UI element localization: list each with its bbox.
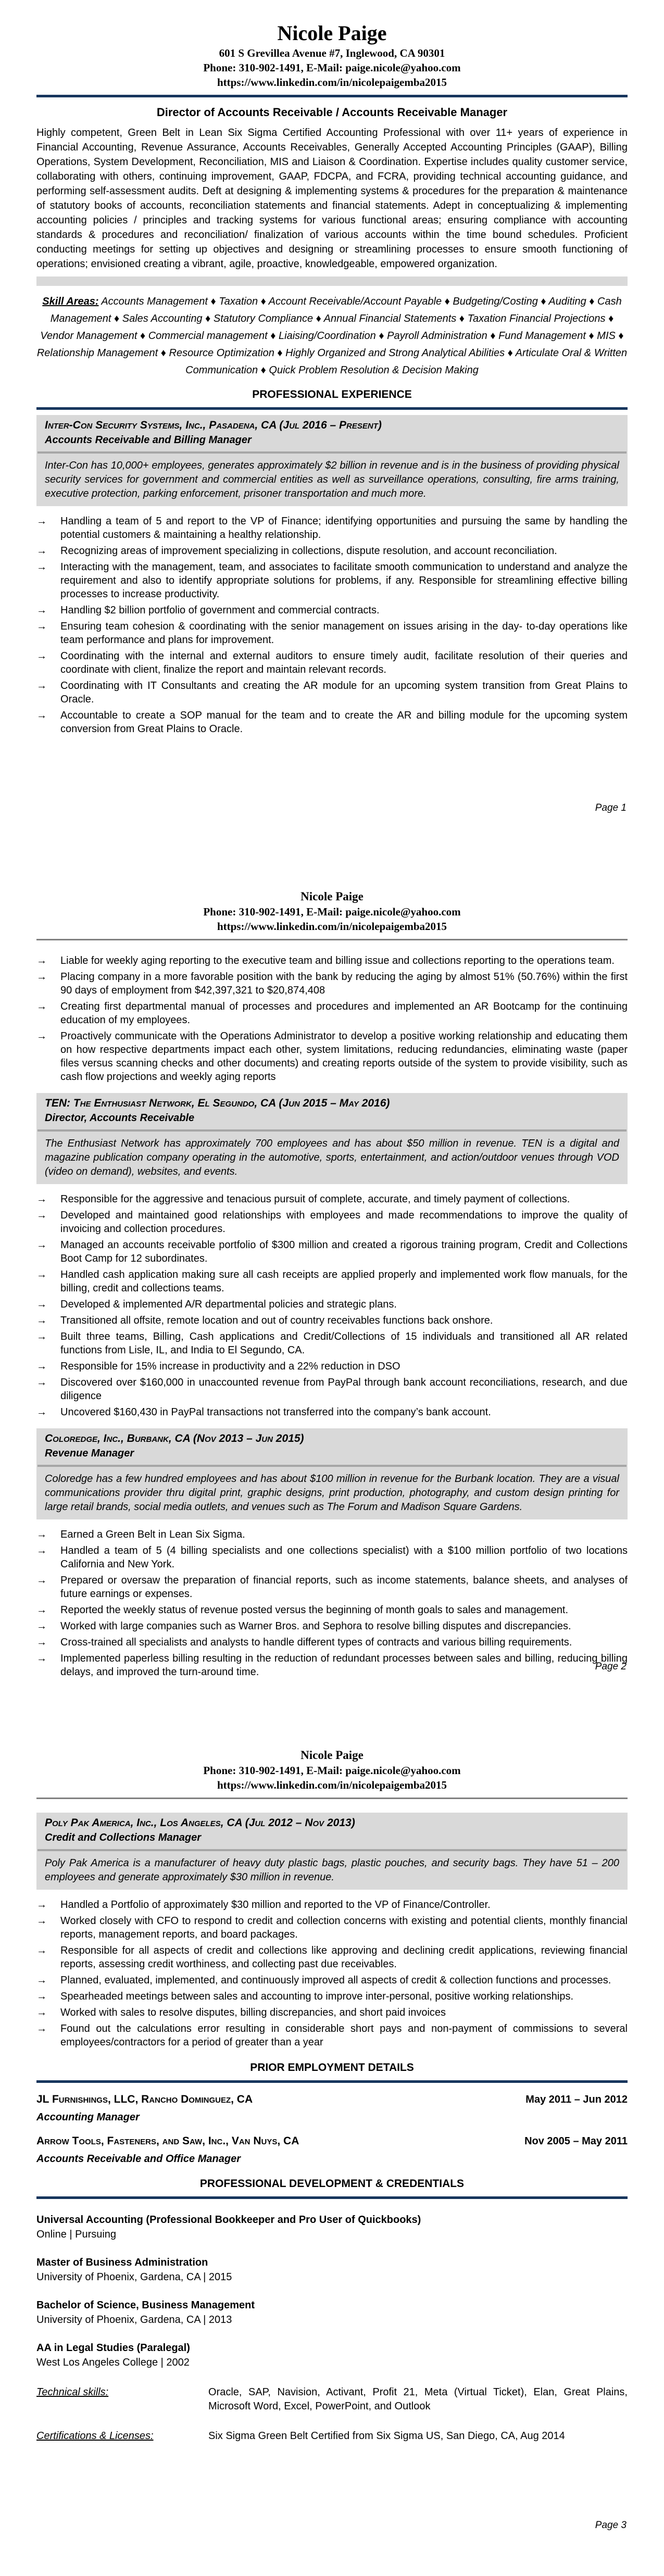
job-header-polypak: [36, 1813, 628, 1890]
credential-entry: [36, 2341, 628, 2370]
candidate-name: Nicole Paige: [300, 890, 364, 903]
job-bullets-polypak: [36, 1898, 628, 2049]
job-title: Accounts Receivable and Billing Manager: [45, 434, 252, 446]
arrow-bullet-icon: →: [36, 516, 47, 527]
bullet-text: Interacting with the management, team, and associates to facilitate smooth communication to understand and analyze the requirement and also to identify appropriate solutions for problems, if any. Responsible for streamlining effective billing processes to increase productivity.: [60, 561, 628, 600]
certifications-row: [36, 2429, 628, 2443]
job-bullets-ten: [36, 1192, 628, 1419]
linkedin-url: https://www.linkedin.com/in/nicolepaigemba2015: [217, 1779, 447, 1791]
technical-skills-text: Oracle, SAP, Navision, Activant, Profit 21, Meta (Virtual Ticket), Elan, Great Plains, Microsoft Word, Excel, PowerPoint, and Outlook: [208, 2386, 628, 2412]
bullet-item: [36, 514, 628, 542]
bullet-item: [36, 649, 628, 676]
phone-email-line: Phone: 310-902-1491, E-Mail: paige.nicole@yahoo.com: [203, 1764, 461, 1777]
phone-email-line: Phone: 310-902-1491, E-Mail: paige.nicole@yahoo.com: [203, 61, 461, 74]
resume-header-page2: [36, 859, 628, 934]
company-description: Poly Pak America is a manufacturer of heavy duty plastic bags, plastic pouches, and security bags. They have 51 – 200 employees and generate approximately $30 million in revenue.: [45, 1857, 619, 1883]
job-title: Revenue Manager: [45, 1448, 134, 1459]
technical-skills-label: Technical skills:: [36, 2386, 109, 2398]
prior-company-name: Arrow Tools, Fasteners, and Saw, Inc., Van Nuys, CA: [36, 2135, 299, 2147]
bullet-text: Coordinating with IT Consultants and creating the AR module for an upcoming system transition from Great Plains to Oracle.: [60, 680, 628, 705]
job-box-separator: [37, 1465, 627, 1467]
arrow-bullet-icon: →: [36, 710, 47, 721]
arrow-bullet-icon: →: [36, 1406, 47, 1418]
arrow-bullet-icon: →: [36, 1915, 47, 1927]
company-name: Coloredge, Inc., Burbank, CA (Nov 2013 – Jun 2015): [45, 1432, 304, 1444]
bullet-item: [36, 560, 628, 601]
credential-title: AA in Legal Studies (Paralegal): [36, 2342, 190, 2354]
candidate-name: Nicole Paige: [300, 1749, 364, 1762]
bullet-item: [36, 1209, 628, 1236]
bullet-text: Worked with sales to resolve disputes, billing discrepancies, and short paid invoices: [60, 2007, 446, 2018]
job-bullets-intercon-continued: [36, 954, 628, 1084]
resume-page-2: [0, 859, 664, 1717]
prior-company-name: JL Furnishings, LLC, Rancho Dominguez, CA: [36, 2093, 253, 2105]
resume-page-1: [0, 0, 664, 859]
arrow-bullet-icon: →: [36, 1545, 47, 1556]
job-header-intercon: [36, 415, 628, 506]
prior-job-entry: [36, 2134, 628, 2166]
bullet-text: Developed and maintained good relationships with employees and made recommendations to improve the quality of invoicing and collection procedures.: [60, 1210, 628, 1235]
certifications-text: Six Sigma Green Belt Certified from Six Sigma US, San Diego, CA, Aug 2014: [208, 2430, 565, 2442]
company-description: Coloredge has a few hundred employees and has about $100 million in revenue for the Burbank location. They are a visual communications provider thru digital print, graphic designs, print production, photography, and custom design printing for large retail brands, social media outlets, and venues such as The Forum and Madison Square Gardens.: [45, 1473, 619, 1513]
arrow-bullet-icon: →: [36, 561, 47, 573]
address-line: 601 S Grevillea Avenue #7, Inglewood, CA 90301: [219, 47, 445, 59]
arrow-bullet-icon: →: [36, 971, 47, 983]
bullet-text: Handled cash application making sure all cash receipts are applied properly and implemented work flow manuals, for the billing, credit and collections teams.: [60, 1269, 628, 1294]
bullet-item: [36, 1636, 628, 1649]
arrow-bullet-icon: →: [36, 1031, 47, 1042]
job-title: Credit and Collections Manager: [45, 1832, 202, 1843]
credential-entry: [36, 2213, 628, 2242]
bullet-item: [36, 1914, 628, 1941]
skill-areas-label: Skill Areas:: [42, 296, 99, 307]
section-heading-professional-development: PROFESSIONAL DEVELOPMENT & CREDENTIALS: [199, 2178, 465, 2190]
prior-job-title: Accounts Receivable and Office Manager: [36, 2153, 241, 2165]
credential-title: Master of Business Administration: [36, 2257, 208, 2268]
linkedin-url: https://www.linkedin.com/in/nicolepaigemba2015: [217, 920, 447, 933]
prior-job-title: Accounting Manager: [36, 2112, 140, 2123]
job-title: Director, Accounts Receivable: [45, 1112, 195, 1124]
credential-detail: Online | Pursuing: [36, 2229, 117, 2240]
certifications-label: Certifications & Licenses:: [36, 2430, 154, 2442]
bullet-item: [36, 1652, 628, 1679]
arrow-bullet-icon: →: [36, 1529, 47, 1540]
bullet-text: Handling $2 billion portfolio of government and commercial contracts.: [60, 605, 380, 616]
resume-page-3: [0, 1717, 664, 2576]
bullet-text: Implemented paperless billing resulting in the reduction of redundant processes between sales and billing, reducing billing delays, and improved the turn-around time.: [60, 1653, 628, 1678]
arrow-bullet-icon: →: [36, 1210, 47, 1221]
resume-header: [36, 0, 628, 90]
bullet-item: [36, 954, 628, 967]
bullet-item: [36, 709, 628, 736]
arrow-bullet-icon: →: [36, 1604, 47, 1616]
arrow-bullet-icon: →: [36, 2007, 47, 2018]
bullet-item: [36, 1898, 628, 1912]
bullet-item: [36, 1000, 628, 1027]
page-number: Page 2: [595, 1661, 627, 1672]
page-number: Page 1: [595, 802, 627, 813]
bullet-item: [36, 1574, 628, 1601]
bullet-text: Liable for weekly aging reporting to the executive team and billing issue and collections reporting to the operations team.: [60, 955, 615, 966]
bullet-text: Worked closely with CFO to respond to credit and collection concerns with existing and potential clients, monthly financial reports, management reports, and board packages.: [60, 1915, 628, 1940]
company-name: Inter-Con Security Systems, Inc., Pasadena, CA (Jul 2016 – Present): [45, 419, 382, 431]
bullet-item: [36, 1405, 628, 1419]
bullet-item: [36, 544, 628, 558]
prior-job-dates: May 2011 – Jun 2012: [525, 2094, 628, 2105]
company-name: Poly Pak America, Inc., Los Angeles, CA (Jul 2012 – Nov 2013): [45, 1817, 355, 1829]
bullet-text: Handled a team of 5 (4 billing specialists and one collections specialist) with a $100 million portfolio of two locations California and New York.: [60, 1545, 628, 1570]
credential-detail: West Los Angeles College | 2002: [36, 2357, 190, 2368]
bullet-item: [36, 1944, 628, 1971]
arrow-bullet-icon: →: [36, 650, 47, 662]
bullet-text: Ensuring team cohesion & coordinating with the senior management on issues arising in the day- to-day operations like team performance and plans for improvement.: [60, 621, 628, 646]
section-heading-prior-employment: PRIOR EMPLOYMENT DETAILS: [250, 2062, 414, 2074]
bullet-text: Earned a Green Belt in Lean Six Sigma.: [60, 1529, 245, 1540]
credentials-list: [36, 2213, 628, 2370]
technical-skills-row: [36, 2385, 628, 2414]
bullet-text: Coordinating with the internal and external auditors to ensure timely audit, facilitate resolution of their queries and coordinate with client, finalize the report and maintain relevant records.: [60, 650, 628, 675]
bullet-item: [36, 620, 628, 647]
bullet-text: Handling a team of 5 and report to the VP of Finance; identifying opportunities and pursuing the same by handling the potential customers & maintaining a healthy relationship.: [60, 516, 628, 541]
prior-job-dates: Nov 2005 – May 2011: [524, 2135, 628, 2147]
bullet-item: [36, 1603, 628, 1617]
arrow-bullet-icon: →: [36, 1001, 47, 1012]
credential-detail: University of Phoenix, Gardena, CA | 2013: [36, 2314, 232, 2326]
bullet-item: [36, 1528, 628, 1541]
bullet-item: [36, 1544, 628, 1571]
job-box-separator: [37, 1129, 627, 1132]
bullet-text: Managed an accounts receivable portfolio of $300 million and created a rigorous training program, Credit and Collections Boot Camp for 12 subordinates.: [60, 1239, 628, 1264]
bullet-text: Handled a Portfolio of approximately $30 million and reported to the VP of Finance/Controller.: [60, 1899, 491, 1911]
arrow-bullet-icon: →: [36, 621, 47, 632]
bullet-text: Uncovered $160,430 in PayPal transactions not transferred into the company’s bank account.: [60, 1406, 491, 1418]
bullet-item: [36, 1298, 628, 1311]
section-heading-professional-experience: PROFESSIONAL EXPERIENCE: [252, 388, 412, 400]
arrow-bullet-icon: →: [36, 545, 47, 557]
bullet-item: [36, 1330, 628, 1357]
arrow-bullet-icon: →: [36, 1331, 47, 1342]
bullet-text: Responsible for all aspects of credit and collections like approving and declining credit applications, reviewing financial reports, assessing credit worthiness, and collecting past due receivables.: [60, 1945, 628, 1970]
arrow-bullet-icon: →: [36, 1193, 47, 1205]
bullet-text: Discovered over $160,000 in unaccounted revenue from PayPal through bank account reconciliations, research, and due diligence: [60, 1377, 628, 1402]
credential-title: Bachelor of Science, Business Management: [36, 2299, 255, 2311]
credential-detail: University of Phoenix, Gardena, CA | 2015: [36, 2271, 232, 2283]
bullet-text: Spearheaded meetings between sales and accounting to improve inter-personal, positive working relationships.: [60, 1991, 574, 2002]
job-bullets-intercon: [36, 514, 628, 736]
bullet-text: Transitioned all offsite, remote location and out of country receivables functions back onshore.: [60, 1315, 493, 1326]
skill-areas-list: Accounts Management ♦ Taxation ♦ Account Receivable/Account Payable ♦ Budgeting/Costing ♦ Auditing ♦ Cash Management ♦ Sales Accounting ♦ Statutory Compliance ♦ Annual Financial Statements ♦ Taxation Financial Projections ♦ Vendor Management ♦ Commercial management ♦ Liaising/Coordination ♦ Payroll Administration ♦ Fund Management ♦ MIS ♦ Relationship Management ♦ Resource Optimization ♦ Highly Organized and Strong Analytical Abilities ♦ Articulate Oral & Written Communication ♦ Quick Problem Resolution & Decision Making: [36, 296, 628, 376]
arrow-bullet-icon: →: [36, 1575, 47, 1586]
bullet-item: [36, 604, 628, 617]
resume-title: Director of Accounts Receivable / Accounts Receivable Manager: [156, 106, 508, 119]
bullet-text: Creating first departmental manual of processes and procedures and implemented an AR Bootcamp for the continuing education of my employees.: [60, 1001, 628, 1026]
arrow-bullet-icon: →: [36, 1945, 47, 1956]
job-box-separator: [37, 451, 627, 454]
bullet-item: [36, 1314, 628, 1327]
bullet-text: Placing company in a more favorable position with the bank by reducing the aging by almost 51% (50.76%) within the first 90 days of employment from $42,397,321 to $20,874,408: [60, 971, 628, 996]
section-divider: [36, 407, 628, 410]
bullet-text: Worked with large companies such as Warner Bros. and Sephora to resolve billing disputes and discrepancies.: [60, 1620, 571, 1632]
bullet-text: Prepared or oversaw the preparation of financial reports, such as income statements, balance sheets, and analyses of future earnings or expenses.: [60, 1575, 628, 1600]
section-divider: [36, 2080, 628, 2083]
credential-entry: [36, 2255, 628, 2284]
header-divider: [36, 939, 628, 940]
arrow-bullet-icon: →: [36, 1269, 47, 1280]
bullet-item: [36, 1268, 628, 1295]
arrow-bullet-icon: →: [36, 1991, 47, 2002]
arrow-bullet-icon: →: [36, 605, 47, 616]
prior-employment-list: [36, 2092, 628, 2166]
bullet-item: [36, 1974, 628, 1987]
job-header-ten: [36, 1093, 628, 1184]
arrow-bullet-icon: →: [36, 1299, 47, 1310]
bullet-text: Planned, evaluated, implemented, and continuously improved all aspects of credit & collection functions and processes.: [60, 1975, 611, 1986]
arrow-bullet-icon: →: [36, 1315, 47, 1326]
arrow-bullet-icon: →: [36, 1653, 47, 1664]
bullet-item: [36, 1360, 628, 1373]
job-bullets-coloredge: [36, 1528, 628, 1679]
candidate-name: Nicole Paige: [277, 21, 387, 45]
arrow-bullet-icon: →: [36, 1377, 47, 1388]
bullet-item: [36, 2022, 628, 2049]
linkedin-url: https://www.linkedin.com/in/nicolepaigemba2015: [217, 76, 447, 89]
resume-header-page3: [36, 1717, 628, 1792]
bullet-item: [36, 1990, 628, 2003]
arrow-bullet-icon: →: [36, 1975, 47, 1986]
company-description: Inter-Con has 10,000+ employees, generates approximately $2 billion in revenue and is in the business of providing physical security services for government and commercial entities as well as surveillance operations, consulting, fire arms training, executive protection, parking enforcement, prisoner transportation and much more.: [45, 460, 619, 499]
company-description: The Enthusiast Network has approximately 700 employees and has about $50 million in revenue. TEN is a digital and magazine publication company operating in the automotive, sports, entertainment, and action/outdoor venues through VOD (video on demand), websites, and events.: [45, 1138, 619, 1177]
achievements-box: [36, 277, 628, 286]
arrow-bullet-icon: →: [36, 680, 47, 692]
bullet-text: Recognizing areas of improvement specializing in collections, dispute resolution, and account reconciliation.: [60, 545, 557, 557]
header-divider: [36, 1798, 628, 1799]
bullet-item: [36, 1619, 628, 1633]
arrow-bullet-icon: →: [36, 955, 47, 966]
bullet-text: Responsible for the aggressive and tenacious pursuit of complete, accurate, and timely payment of collections.: [60, 1193, 570, 1205]
bullet-text: Found out the calculations error resulting in considerable short pays and non-payment of commissions to several employees/contractors for a period of greater than a year: [60, 2023, 628, 2048]
bullet-text: Proactively communicate with the Operations Administrator to develop a positive working relationship and educating them on how respective departments impact each other, system limitations, reducing redundancies, eliminating waste (paper files versus scanning checks and other documents) and creating reports outside of the system to provide visibility, such as cash flow projections and weekly aging reports: [60, 1031, 628, 1083]
bullet-text: Accountable to create a SOP manual for the team and to create the AR and billing module for the upcoming system conversion from Great Plains to Oracle.: [60, 710, 628, 735]
page-number: Page 3: [595, 2520, 627, 2531]
company-name: TEN: The Enthusiast Network, El Segundo, CA (Jun 2015 – May 2016): [45, 1097, 390, 1109]
phone-email-line: Phone: 310-902-1491, E-Mail: paige.nicole@yahoo.com: [203, 906, 461, 918]
credential-title: Universal Accounting (Professional Bookkeeper and Pro User of Quickbooks): [36, 2214, 421, 2226]
arrow-bullet-icon: →: [36, 1239, 47, 1251]
arrow-bullet-icon: →: [36, 1637, 47, 1648]
arrow-bullet-icon: →: [36, 2023, 47, 2034]
arrow-bullet-icon: →: [36, 1361, 47, 1372]
job-header-coloredge: [36, 1428, 628, 1519]
bullet-item: [36, 679, 628, 706]
arrow-bullet-icon: →: [36, 1899, 47, 1911]
bullet-text: Responsible for 15% increase in productivity and a 22% reduction in DSO: [60, 1361, 400, 1372]
bullet-text: Cross-trained all specialists and analysts to handle different types of contracts and various billing requirements.: [60, 1637, 572, 1648]
skill-areas: [36, 293, 628, 379]
arrow-bullet-icon: →: [36, 1620, 47, 1632]
bullet-item: [36, 970, 628, 997]
professional-summary: Highly competent, Green Belt in Lean Six Sigma Certified Accounting Professional with over 11+ years of experience in Financial Accounting, Revenue Assurance, Accounts Receivables, Generally Accepted Accounting Principles (GAAP), Billing Operations, System Development, Reconciliation, MIS and Liaison & Coordination. Expertise includes quality customer service, collaborating with others, continuing improvement, GAAP, FDCPA, and FCRA, providing technical accounting guidance, and performing self-assessment audits. Deft at designing & implementing systems & procedures for the preparation & maintenance of statutory books of accounts, reconciliation statements and financial statements. Adept in conceptualizing & implementing accounting policies / principles and tracking systems for various functional areas; ensuring compliance with accounting standards & procedures and reconciliation/ finalization of various accounts within the time bound schedules. Proficient conducting meetings for setting up objectives and designing or streamlining processes to ensure smooth functioning of operations; envisioned creating a vibrant, agile, proactive, knowledgeable, empowered organization.: [36, 127, 628, 270]
bullet-text: Reported the weekly status of revenue posted versus the beginning of month goals to sales and management.: [60, 1604, 569, 1616]
section-divider: [36, 2196, 628, 2199]
bullet-item: [36, 1238, 628, 1265]
job-box-separator: [37, 1849, 627, 1851]
prior-job-entry: [36, 2092, 628, 2125]
bullet-text: Built three teams, Billing, Cash applications and Credit/Collections of 15 individuals and transitioned all AR related functions from Lisle, IL, and India to El Segundo, CA.: [60, 1331, 628, 1356]
header-divider: [36, 95, 628, 97]
bullet-item: [36, 1192, 628, 1206]
bullet-item: [36, 2006, 628, 2019]
credential-entry: [36, 2298, 628, 2327]
bullet-text: Developed & implemented A/R departmental policies and strategic plans.: [60, 1299, 397, 1310]
bullet-item: [36, 1029, 628, 1084]
bullet-item: [36, 1376, 628, 1403]
